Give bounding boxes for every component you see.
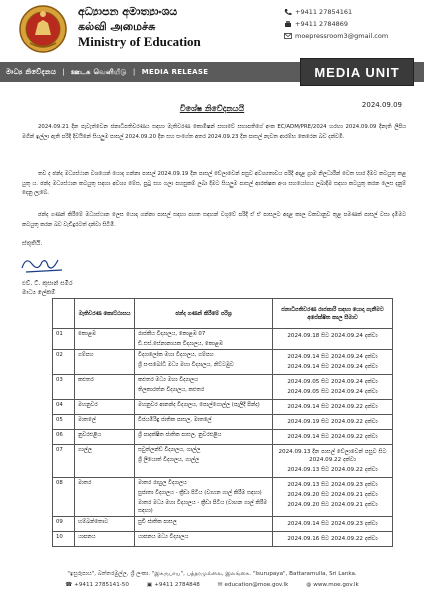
date-range: 2024.09.18 සිට 2024.09.24 දක්වා bbox=[287, 333, 378, 339]
row-schools bbox=[135, 375, 273, 400]
phone-icon bbox=[284, 8, 292, 16]
footer-address: "ඉසුරුපාය", බත්තරමුල්ල, ශ්‍රී ලංකා. "இசுருபாய", பத்தரமுல்லை, இலங்கை. "Isurupaya", Battaramulla, Sri Lanka. bbox=[67, 571, 357, 577]
row-schools bbox=[135, 430, 273, 445]
row-schools bbox=[135, 445, 273, 478]
paragraph-3: ඡන්ද ගණන් කිරීමේ මධ්‍යස්ථාන ලෙස යොදා ගන්නා පාසල් සඳහා පහත සඳහන් වගුවේ පරිදි ඒ ඒ පාසලට අදාළ කාල වකවානුව තුළ පමණක් පාසල් වසා දැමීමට කටයුතු කරන බව වැඩිදුරටත් දන්වා සිටිමි. bbox=[22, 212, 406, 228]
school-name: ශ්‍රී ලියොත් විද්‍යාලය, ගාල්ල bbox=[138, 457, 200, 463]
row-time-period bbox=[273, 350, 393, 375]
row-number: 09 bbox=[53, 517, 75, 532]
row-number: 06 bbox=[53, 430, 75, 445]
row-district: ගාල්ල bbox=[75, 445, 135, 478]
ministry-name-english: Ministry of Education bbox=[78, 34, 201, 49]
row-time-period bbox=[273, 532, 393, 547]
school-name: සුජාතා විද්‍යාලය - ක්‍රීඩා පිටිය (වාහන ගාල් කිරීම සඳහා) bbox=[138, 490, 262, 496]
fax-icon bbox=[284, 20, 292, 28]
row-number: 02 bbox=[53, 350, 75, 375]
row-district: මාතලේ bbox=[75, 415, 135, 430]
signer-block bbox=[22, 279, 73, 297]
row-district: හම්බන්තොට bbox=[75, 517, 135, 532]
table-row bbox=[53, 329, 393, 350]
row-district: මාතර bbox=[75, 478, 135, 517]
school-name: මාතර රාහුල විද්‍යාලය bbox=[138, 480, 187, 486]
ministry-name-tamil: கல்வி அமைச்சு bbox=[78, 20, 156, 33]
header-number bbox=[53, 299, 75, 329]
header-district: මැතිවරණ කොට්ඨාසය bbox=[75, 299, 135, 329]
media-tag-english: MEDIA RELEASE bbox=[141, 68, 209, 76]
row-district: ගම්පහ bbox=[75, 350, 135, 375]
table-row bbox=[53, 478, 393, 517]
row-time-period bbox=[273, 375, 393, 400]
contact-email: moepressroom3@gmail.com bbox=[284, 30, 414, 41]
schedule-table bbox=[52, 298, 393, 547]
phone-icon: ☎ bbox=[65, 582, 73, 588]
footer-website[interactable]: ◍ www.moe.gov.lk bbox=[306, 582, 359, 588]
row-district: කළුතර bbox=[75, 375, 135, 400]
school-name: යාපනය මධ්‍ය විද්‍යාලය bbox=[138, 534, 189, 540]
row-schools bbox=[135, 517, 273, 532]
row-schools bbox=[135, 415, 273, 430]
table-row bbox=[53, 350, 393, 375]
row-time-period bbox=[273, 415, 393, 430]
row-time-period bbox=[273, 329, 393, 350]
row-time-period bbox=[273, 430, 393, 445]
table-row bbox=[53, 415, 393, 430]
email-icon: ✉ bbox=[217, 582, 223, 588]
date-range: 2024.09.13 සිට 2024.09.22 දක්වා bbox=[287, 467, 378, 473]
row-time-period bbox=[273, 517, 393, 532]
row-time-period bbox=[273, 445, 393, 478]
signer-name: එච්. ට්. කුසාන් සමීර bbox=[22, 280, 73, 287]
header-counting-centre: ඡන්ද ගණන් කිරීමේ පරිශ්‍ර bbox=[135, 299, 273, 329]
media-tag-tamil: ஊடக வெளியீடு bbox=[71, 67, 127, 76]
school-name: කළුතර මධ්‍ය මහා විද්‍යාලය bbox=[138, 377, 198, 383]
school-name: තිලකාරත්න විද්‍යාලය, කළුතර bbox=[138, 387, 205, 393]
fax-icon: ▣ bbox=[146, 582, 153, 588]
document-title: විශේෂ නිවේදනයයි bbox=[179, 104, 245, 113]
date-range: 2024.09.14 සිට 2024.09.22 දක්වා bbox=[287, 404, 378, 410]
school-name: ශ්‍රී පාදක්ෂිත ජාතික පාසල, නුවරඑළිය bbox=[138, 432, 222, 438]
date-range: 2024.09.19 සිට 2024.09.22 දක්වා bbox=[287, 419, 378, 425]
school-name: විද්‍යාලෝක මහා විද්‍යාලය, ගම්පහ bbox=[138, 352, 214, 358]
footer-email[interactable]: ✉ education@moe.gov.lk bbox=[217, 582, 289, 588]
row-schools bbox=[135, 329, 273, 350]
footer-phone: ☎ +9411 2785141-50 bbox=[65, 582, 129, 588]
contact-block bbox=[284, 6, 414, 42]
school-name: සුචි ජාතික පාසල bbox=[138, 519, 177, 525]
date-range: 2024.09.20 සිට 2024.09.21 දක්වා bbox=[287, 492, 378, 498]
table-header-row bbox=[53, 299, 393, 329]
date-range: 2024.09.16 සිට 2024.09.22 දක්වා bbox=[287, 536, 378, 542]
row-number: 04 bbox=[53, 400, 75, 415]
date-range: 2024.09.13 දින පාසල් වේලාවෙන් පසුව සිට 2024.09.22 දක්වා bbox=[278, 449, 387, 463]
date-range: 2024.09.05 සිට 2024.09.24 දක්වා bbox=[287, 379, 378, 385]
table-row bbox=[53, 400, 393, 415]
contact-fax: +9411 2784869 bbox=[284, 18, 414, 29]
signature-icon bbox=[18, 252, 68, 276]
school-name: මහනුවර ආනන්ද විද්‍යාලය, පොල්ගොල්ල (පැලිදි පින්ද) bbox=[138, 402, 260, 408]
table-row bbox=[53, 532, 393, 547]
paragraph-1: 2024.09.21 දින පැවැත්වෙන ජනාධිපතිවරණය සඳහා මැතිවරණ කොමිෂන් සභාවේ සභාපතිගේ අංක EC/ADM/PRE/2024 හරහා 2024.09.09 දිනැති ලිපිය මගින් ඉල්ලා ඇති පරිදි දිවයිනේ සියලුම පාසල් 2024.09.20 දින සහ සංගේත අතර 2024.09.23 දින පාසල් නැවත ආරම්භ කෙරෙන බව දන්වමි. bbox=[22, 124, 406, 140]
school-name: විජයමිරිඳු ජාතික පාසල, මාතලේ bbox=[138, 417, 212, 423]
footer bbox=[0, 566, 424, 600]
school-name: මාතර මධ්‍ය මහා විද්‍යාලය - ක්‍රීඩා පිටිය (වාහන ගාල් කිරීම සඳහා) bbox=[138, 500, 267, 514]
media-unit-badge: MEDIA UNIT bbox=[300, 58, 414, 86]
signer-title: මාධ්‍ය ලේකම් bbox=[22, 289, 56, 296]
school-name: සවුත්ලන්ඩ් විද්‍යාලය, ගාල්ල bbox=[138, 447, 201, 453]
letterhead bbox=[0, 0, 424, 60]
row-time-period bbox=[273, 400, 393, 415]
row-district: යාපනය bbox=[75, 532, 135, 547]
national-emblem-icon bbox=[18, 3, 68, 55]
row-schools bbox=[135, 532, 273, 547]
table-row bbox=[53, 430, 393, 445]
row-schools bbox=[135, 350, 273, 375]
row-number: 05 bbox=[53, 415, 75, 430]
row-district: නුවරඑළිය bbox=[75, 430, 135, 445]
row-number: 10 bbox=[53, 532, 75, 547]
date-range: 2024.09.14 සිට 2024.09.22 දක්වා bbox=[287, 434, 378, 440]
media-release-bar: මාධ්‍ය නිවේදනය | ஊடக வெளியீடு | MEDIA RELEASE bbox=[0, 62, 424, 82]
date-range: 2024.09.13 සිට 2024.09.23 දක්වා bbox=[287, 482, 378, 488]
footer-fax: ▣ +9411 2784848 bbox=[146, 582, 200, 588]
school-name: රාජකීය විද්‍යාලය, කොළඹ 07 bbox=[138, 331, 206, 337]
document-date: 2024.09.09 bbox=[361, 101, 402, 109]
row-number: 03 bbox=[53, 375, 75, 400]
row-time-period bbox=[273, 478, 393, 517]
header-time-period: ජනාධිපතිවරණ රාජකාරි සඳහා යොදා ගැනීමට අපේක්ෂිත කාල සීමාව bbox=[273, 299, 393, 329]
date-range: 2024.09.20 සිට 2024.09.21 දක්වා bbox=[287, 502, 378, 508]
row-schools bbox=[135, 400, 273, 415]
globe-icon: ◍ bbox=[306, 582, 312, 588]
school-name: ශ්‍රී සංඝබෝධි මධ්‍ය මහා විද්‍යාලය, නිට්ටඹුව bbox=[138, 362, 234, 368]
row-number: 08 bbox=[53, 478, 75, 517]
row-district: කොළඹ bbox=[75, 329, 135, 350]
email-icon bbox=[284, 32, 292, 40]
table-row bbox=[53, 445, 393, 478]
media-tag-sinhala: මාධ්‍ය නිවේදනය bbox=[6, 67, 57, 76]
contact-phone-1: +9411 27854161 bbox=[284, 6, 414, 17]
date-range: 2024.09.14 සිට 2024.09.24 දක්වා bbox=[287, 364, 378, 370]
paragraph-2: තව ද ඡන්ද මධ්‍යස්ථාන වශයෙන් යොදා ගන්නා පාසල් 2024.09.19 දින පාසල් වේලාවෙන් පසුව අවශ්‍යතාවය පරිදි අදාළ ග්‍රාම නිලධාරීන් වෙත භාර දීමට කටයුතු කළ යුතු ය. ඡන්ද මධ්‍යස්ථාන කටයුතු සඳහා අවශ්‍ය මේස, පුටු සහ ගලා පහසුකම් ලබා දීමට සියලුම පාසල් ආරක්ෂක අංශ සහයෝගය ලබාදීම සඳහා කටයුතු කරන ලෙස දැනුම් දෙනු ලැබේ. bbox=[22, 171, 406, 196]
date-range: 2024.09.14 සිට 2024.09.23 දක්වා bbox=[287, 521, 378, 527]
school-name: ඩී.එස්.සේනානායක විද්‍යාලය, කොළඹ bbox=[138, 341, 223, 347]
table-row bbox=[53, 375, 393, 400]
date-range: 2024.09.14 සිට 2024.09.24 දක්වා bbox=[287, 354, 378, 360]
table-row bbox=[53, 517, 393, 532]
row-number: 07 bbox=[53, 445, 75, 478]
row-number: 01 bbox=[53, 329, 75, 350]
greeting: ස්තූතියි. bbox=[22, 240, 43, 247]
row-district: මහනුවර bbox=[75, 400, 135, 415]
row-schools bbox=[135, 478, 273, 517]
ministry-name-sinhala: අධ්‍යාපන අමාත්‍යාංශය bbox=[78, 5, 178, 18]
date-range: 2024.09.05 සිට 2024.09.24 දක්වා bbox=[287, 389, 378, 395]
ministry-name bbox=[78, 4, 268, 50]
